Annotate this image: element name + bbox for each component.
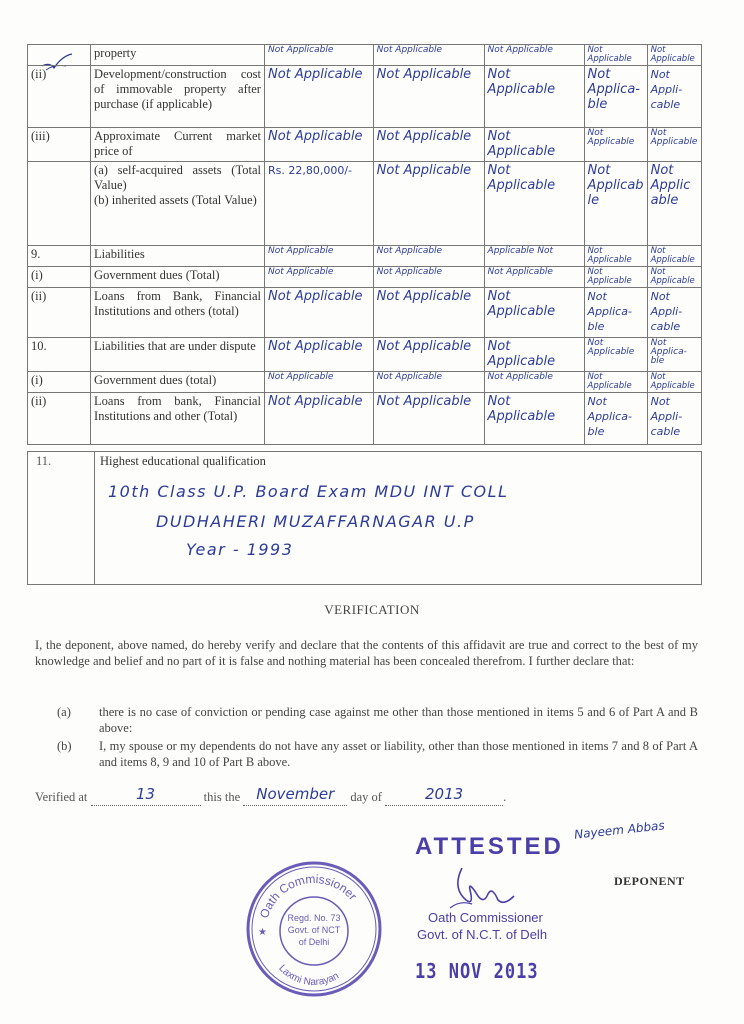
handwritten-value: Not Applicable [264, 338, 373, 372]
handwritten-value: Not Applicable [584, 45, 647, 66]
table-row [28, 66, 702, 128]
handwritten-value: Not Applicable [584, 246, 647, 267]
seal-inner-line-3: of Delhi [298, 937, 330, 947]
oath-commissioner-line: Oath Commissioner [428, 910, 543, 925]
row-description: Liabilities that are under dispute [91, 338, 265, 372]
date-stamp: 13 NOV 2013 [415, 960, 539, 984]
end-dot: . [503, 790, 507, 804]
table-row [28, 372, 702, 393]
row-number: (iii) [28, 128, 91, 162]
handwritten-value: Not Applicable [484, 338, 584, 372]
education-section [27, 451, 702, 585]
handwritten-value: Not Applicable [264, 288, 373, 338]
handwritten-value: Not Applica-ble [584, 66, 647, 128]
table-row [28, 288, 702, 338]
handwritten-value: Not Applicable [484, 267, 584, 288]
deponent-label: DEPONENT [614, 874, 685, 888]
row-number: 10. [28, 338, 91, 372]
table-row [28, 246, 702, 267]
handwritten-value: Not Applicable [264, 128, 373, 162]
table-row [28, 338, 702, 372]
row-description: Development/construction cost of immovable property after purchase (if applicable) [91, 66, 265, 128]
item-text: I, my spouse or my dependents do not have any asset or liability, other than those mentioned in items 7 and 8 of Part A and items 8, 9 and 10 of Part B above. [99, 739, 698, 769]
table-row [28, 393, 702, 445]
day-of-label: day of [350, 790, 382, 804]
item-label: (b) [57, 739, 72, 753]
table-row [28, 128, 702, 162]
handwritten-value: Not Appli-cable [647, 393, 701, 445]
this-the-value: November [256, 785, 335, 803]
seal-outer-text-bottom: Laxmi Narayan [276, 962, 341, 989]
handwritten-value: Not Applicable [373, 372, 484, 393]
handwritten-value: Not Applicable [484, 393, 584, 445]
govt-nct-line: Govt. of N.C.T. of Delh [417, 927, 548, 942]
handwritten-value: Not Applicable [584, 128, 647, 162]
oath-commissioner-seal [244, 859, 384, 999]
assets-liabilities-table [27, 44, 702, 445]
handwritten-value: Not Applicable [373, 66, 484, 128]
row-description: Approximate Current market price of [91, 128, 265, 162]
handwritten-value: Not Applicable [584, 372, 647, 393]
row-number: (ii) [28, 393, 91, 445]
row-number: (ii) [28, 66, 91, 128]
handwritten-value: Not Applicable [484, 45, 584, 66]
handwritten-value: Not Applicable [647, 246, 701, 267]
handwritten-value: Not Applicable [264, 372, 373, 393]
handwritten-value: Not Applicable [584, 162, 647, 246]
handwritten-value: Not Applicable [264, 66, 373, 128]
handwritten-value: Not Applicable [264, 393, 373, 445]
handwritten-value: Not Applicable [484, 162, 584, 246]
verified-at-label: Verified at [35, 790, 88, 804]
seal-outer-text-top: Oath Commissioner [256, 871, 360, 921]
item-text: there is no case of conviction or pending case against me other than those mentioned in items 5 and 6 of Part A and B above: [99, 705, 698, 735]
row-description: Loans from Bank, Financial Institutions and others (total) [91, 288, 265, 338]
handwritten-value: Not Applicable [373, 267, 484, 288]
handwritten-value: Not Applica-ble [647, 338, 701, 372]
row-description: Loans from bank, Financial Institutions and other (Total) [91, 393, 265, 445]
handwritten-value: Not Applicable [484, 128, 584, 162]
verified-at-blank [91, 787, 201, 806]
handwritten-value: Not Appli-cable [647, 66, 701, 128]
handwritten-value: Not Applicable [373, 393, 484, 445]
handwritten-value: Not Applicable [484, 288, 584, 338]
verification-paragraph: I, the deponent, above named, do hereby verify and declare that the contents of this affidavit are true and correct to the best of my knowledge and belief and no part of it is false and nothing material has been concealed therefrom. I further declare that: [35, 638, 698, 668]
handwritten-value: Not Applicable [647, 267, 701, 288]
verified-line [35, 787, 506, 806]
handwritten-value: Not Applicable [484, 372, 584, 393]
handwritten-value: Not Applica-ble [584, 288, 647, 338]
handwritten-value: Not Applicable [373, 162, 484, 246]
seal-star-icon: ★ [258, 927, 267, 938]
sub-item-a: (a) self-acquired assets (Total Value) [94, 163, 261, 192]
handwritten-value: Not Applicable [484, 66, 584, 128]
education-line-2: DUDHAHERI MUZAFFARNAGAR U.P [156, 512, 475, 531]
table-row [28, 45, 702, 66]
deponent-signature: Nayeem Abbas [573, 818, 666, 842]
row-number [28, 162, 91, 246]
table-row [28, 162, 702, 246]
handwritten-value: Not Applicable [584, 267, 647, 288]
row-number: (ii) [28, 288, 91, 338]
handwritten-value: Not Applica-ble [584, 393, 647, 445]
day-of-value: 2013 [425, 785, 464, 803]
handwritten-value: Not Applicable [373, 246, 484, 267]
verification-title: VERIFICATION [324, 602, 420, 617]
row-description: Government dues (Total) [91, 267, 265, 288]
education-label: Highest educational qualification [100, 454, 266, 468]
item-label: (a) [57, 705, 71, 719]
seal-inner-line-1: Regd. No. 73 [287, 913, 341, 923]
attested-stamp: ATTESTED [415, 833, 564, 860]
day-of-blank [385, 787, 503, 806]
row-number [28, 45, 91, 66]
row-description: Government dues (total) [91, 372, 265, 393]
handwritten-value: Applicable Not [484, 246, 584, 267]
attesting-signature [448, 866, 518, 912]
handwritten-value: Not Applicable [264, 45, 373, 66]
handwritten-value: Not Applicable [373, 338, 484, 372]
handwritten-value: Not Applicable [373, 45, 484, 66]
table-row [28, 267, 702, 288]
this-the-blank [243, 787, 347, 806]
sub-item-b: (b) inherited assets (Total Value) [94, 193, 257, 207]
row-number: 9. [28, 246, 91, 267]
handwritten-value: Not Appli-cable [647, 288, 701, 338]
handwritten-value: Not Applicable [647, 128, 701, 162]
handwritten-value: Not Applicable [647, 162, 701, 246]
handwritten-value: Not Applicable [264, 267, 373, 288]
row-number: (i) [28, 267, 91, 288]
this-the-label: this the [203, 790, 241, 804]
handwritten-value: Not Applicable [647, 45, 701, 66]
handwritten-value: Not Applicable [584, 338, 647, 372]
row-description: property [91, 45, 265, 66]
handwritten-value: Not Applicable [264, 246, 373, 267]
education-line-1: 10th Class U.P. Board Exam MDU INT COLL [108, 482, 509, 501]
handwritten-value: Not Applicable [373, 128, 484, 162]
row-number: (i) [28, 372, 91, 393]
handwritten-value: Rs. 22,80,000/- [264, 162, 373, 246]
column-divider [94, 452, 95, 584]
verified-at-value: 13 [135, 785, 156, 803]
row-description: Liabilities [91, 246, 265, 267]
handwritten-value: Not Applicable [373, 288, 484, 338]
section-number: 11. [36, 454, 52, 468]
seal-inner-line-2: Govt. of NCT [287, 925, 341, 935]
handwritten-value: Not Applicable [647, 372, 701, 393]
education-line-3: Year - 1993 [186, 540, 294, 559]
row-description [91, 162, 265, 246]
